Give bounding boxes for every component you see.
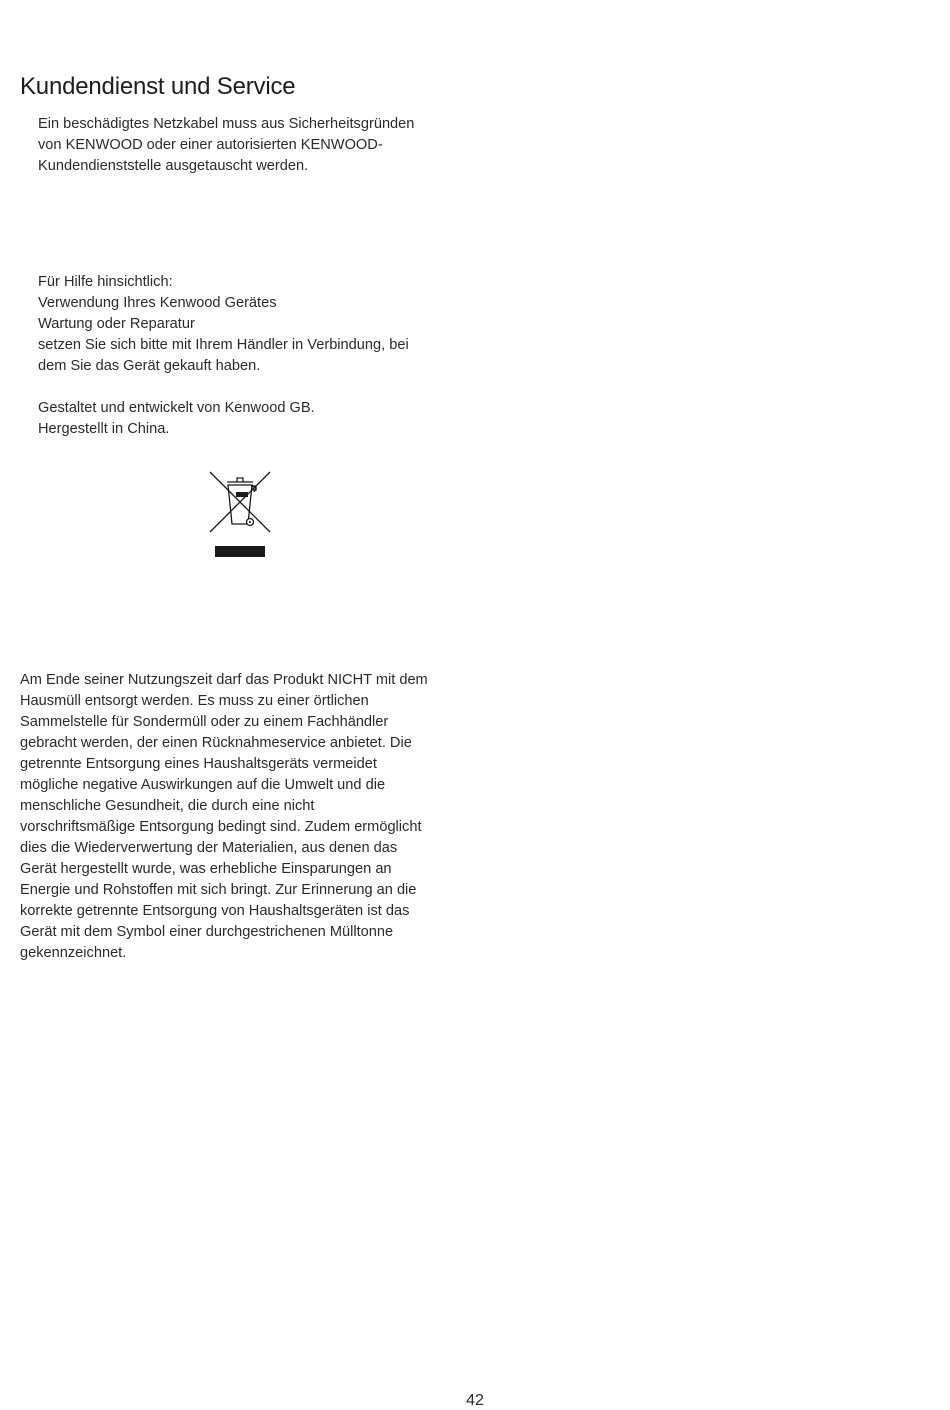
- disposal-line: Am Ende seiner Nutzungszeit darf das Produkt NICHT mit dem: [20, 672, 428, 688]
- service-note-line: Kundendienststelle ausgetauscht werden.: [38, 158, 309, 174]
- disposal-line: Energie und Rohstoffen mit sich bringt. Zur Erinnerung an die: [20, 882, 417, 898]
- designed-by-text: Gestaltet und entwickelt von Kenwood GB.: [38, 400, 315, 416]
- disposal-line: menschliche Gesundheit, die durch eine nicht: [20, 798, 315, 814]
- disposal-line: Gerät hergestellt wurde, was erhebliche Einsparungen an: [20, 861, 392, 877]
- disposal-line: Hausmüll entsorgt werden. Es muss zu einer örtlichen: [20, 693, 369, 709]
- disposal-line: gebracht werden, der einen Rücknahmeservice anbietet. Die: [20, 735, 412, 751]
- weee-bar: [215, 546, 265, 557]
- help-contact-line: setzen Sie sich bitte mit Ihrem Händler in Verbindung, bei: [38, 337, 409, 353]
- help-item-usage: Verwendung Ihres Kenwood Gerätes: [38, 295, 277, 311]
- disposal-line: korrekte getrennte Entsorgung von Haushaltsgeräten ist das: [20, 903, 410, 919]
- page-title: Kundendienst und Service: [20, 73, 296, 100]
- help-intro: Für Hilfe hinsichtlich:: [38, 274, 173, 290]
- service-note-line: Ein beschädigtes Netzkabel muss aus Sicherheitsgründen: [38, 116, 415, 132]
- disposal-notice: [20, 670, 428, 964]
- disposal-line: Gerät mit dem Symbol einer durchgestrichenen Mülltonne: [20, 924, 394, 940]
- help-item-service: Wartung oder Reparatur: [38, 316, 195, 332]
- made-in-text: Hergestellt in China.: [38, 421, 170, 437]
- disposal-line: vorschriftsmäßige Entsorgung bedingt sind. Zudem ermöglicht: [20, 819, 422, 835]
- crossed-out-wheelie-bin-icon: [206, 468, 274, 560]
- help-contact-line: dem Sie das Gerät gekauft haben.: [38, 358, 261, 374]
- service-note-line: von KENWOOD oder einer autorisierten KENWOOD-: [38, 137, 383, 153]
- disposal-line: Sammelstelle für Sondermüll oder zu einem Fachhändler: [20, 714, 389, 730]
- disposal-line: gekennzeichnet.: [20, 945, 127, 961]
- disposal-line: getrennte Entsorgung eines Haushaltsgeräts vermeidet: [20, 756, 377, 772]
- disposal-line: dies die Wiederverwertung der Materialien, aus denen das: [20, 840, 398, 856]
- disposal-line: mögliche negative Auswirkungen auf die Umwelt und die: [20, 777, 386, 793]
- power-cord-service-note: [38, 114, 414, 177]
- page-number: 42: [466, 1392, 484, 1409]
- help-contact-block: [38, 272, 409, 377]
- origin-block: [38, 398, 315, 440]
